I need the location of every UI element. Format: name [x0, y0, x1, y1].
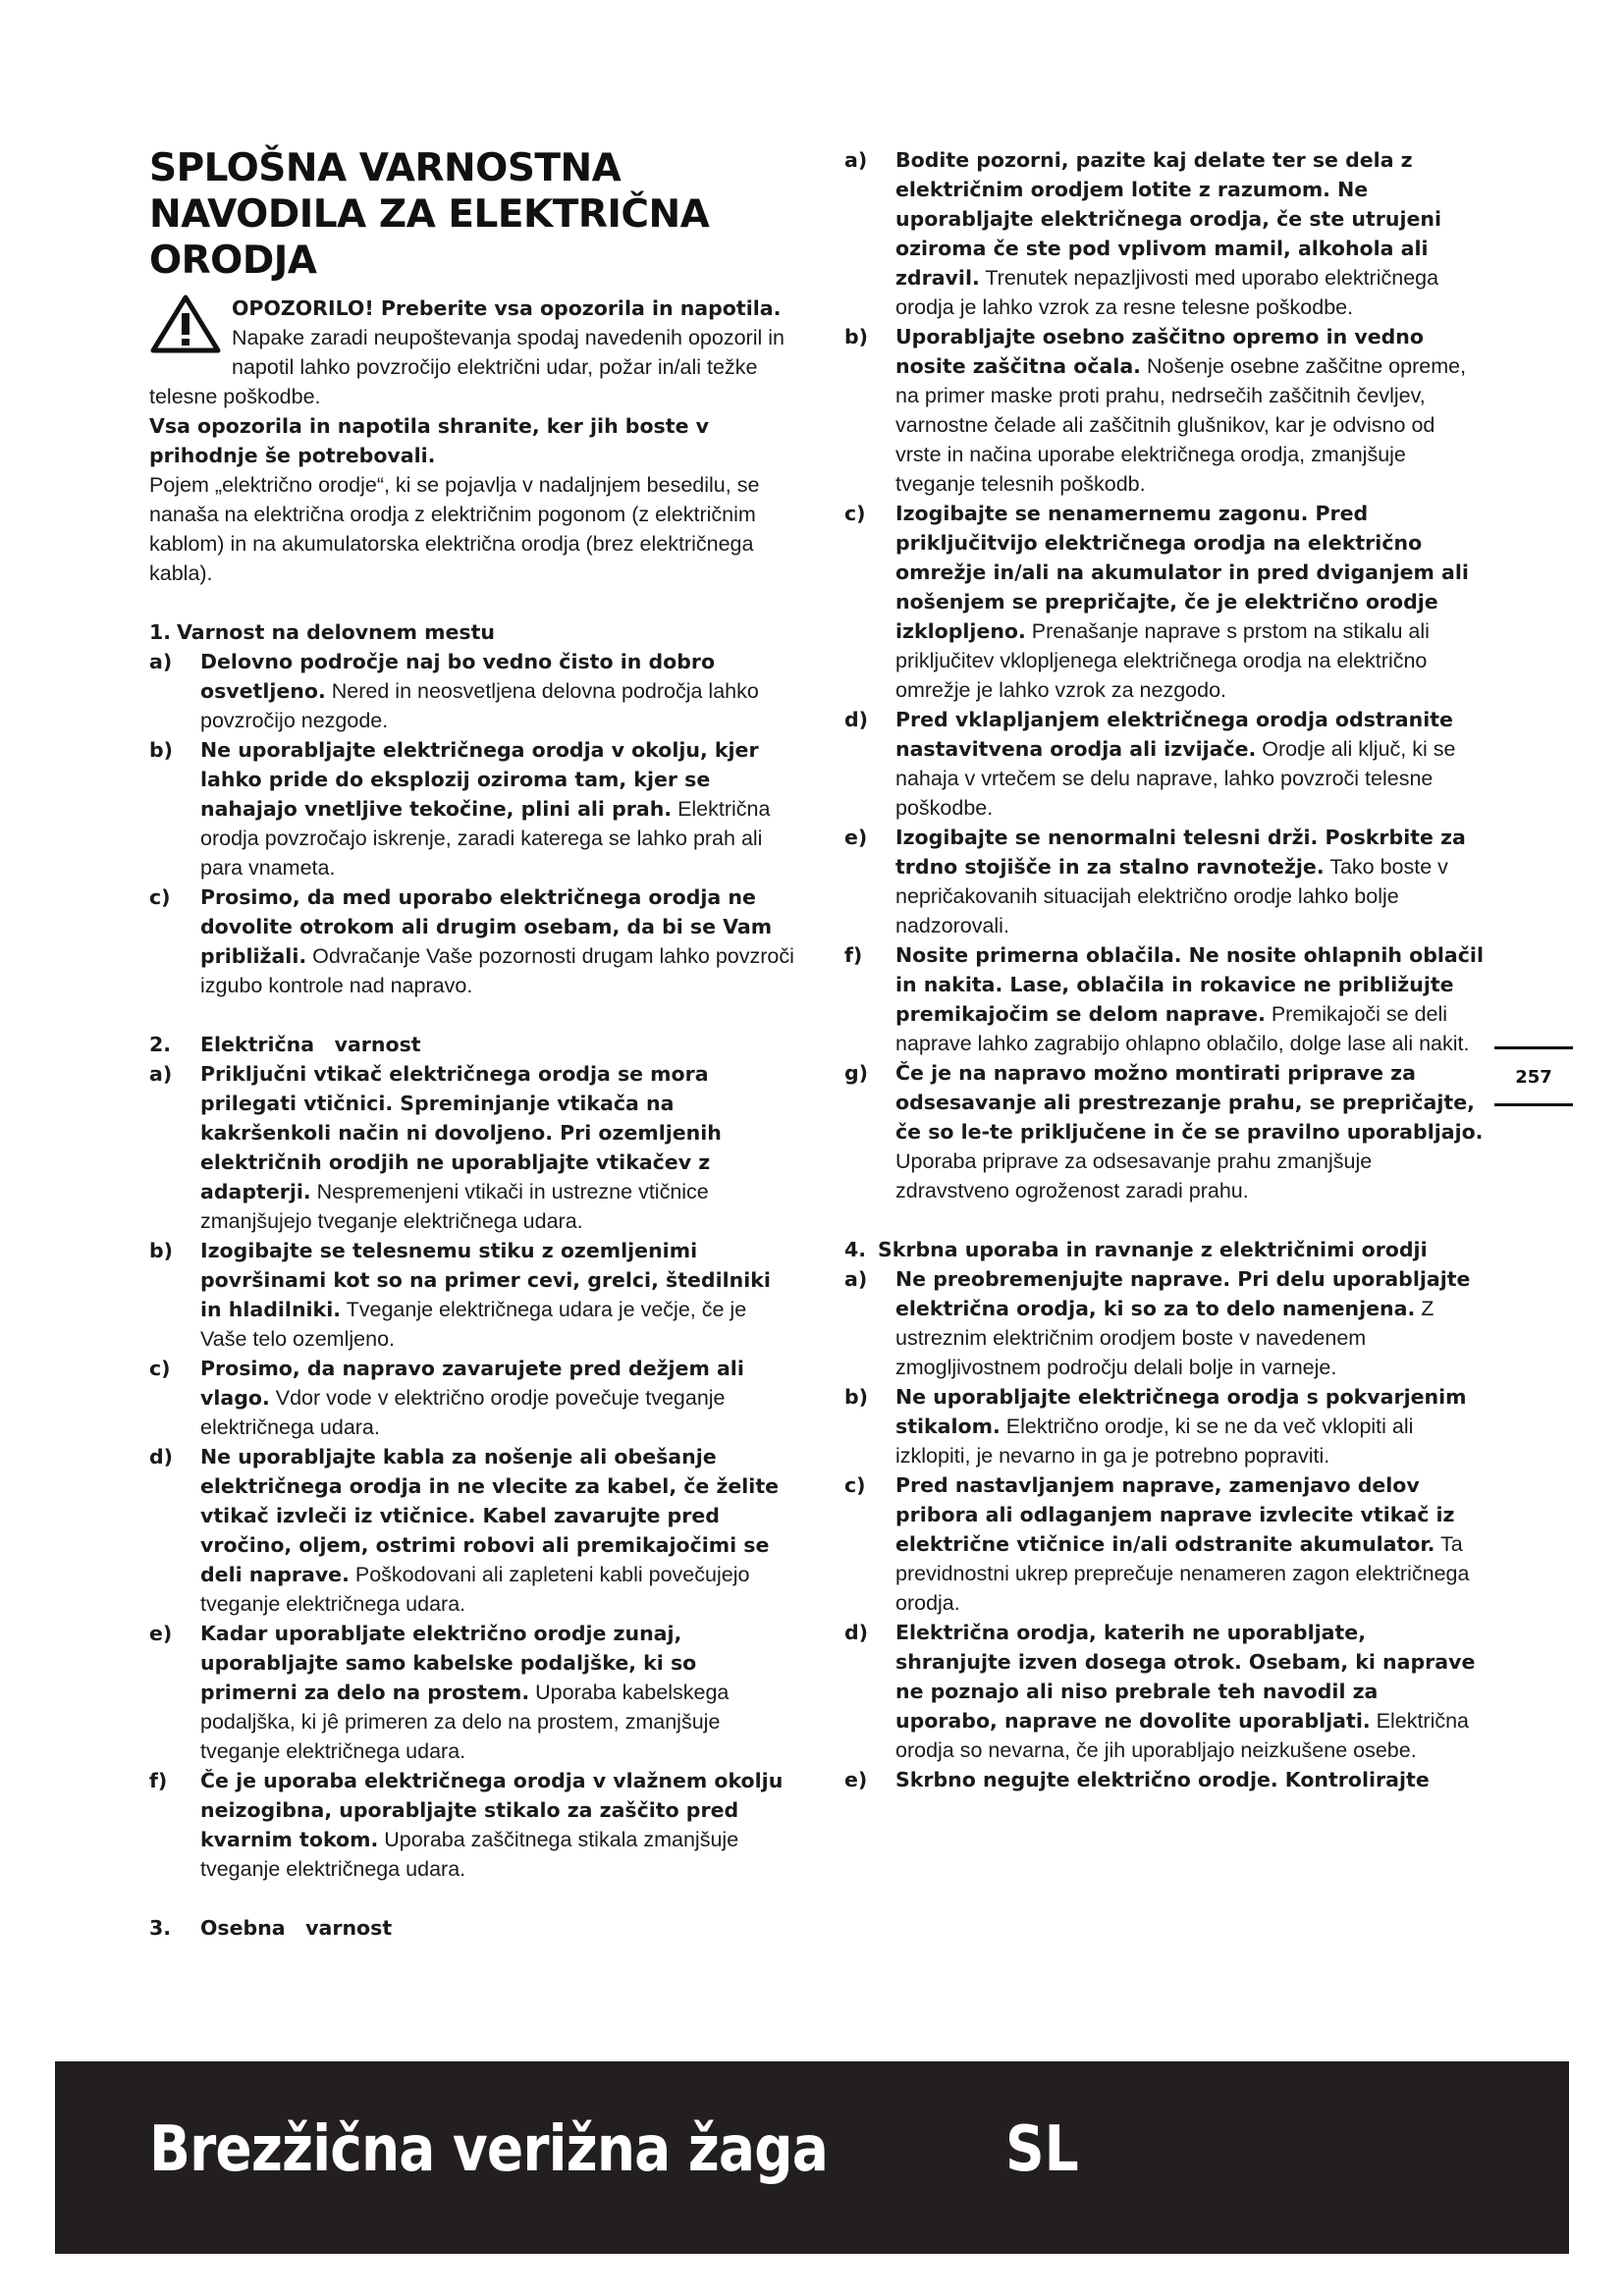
warning-block [149, 294, 797, 411]
item-text: Vdor vode v električno orodje povečuje tveganje električnega udara. [200, 1386, 726, 1439]
list-item [844, 1264, 1485, 1382]
section-2-items [149, 1059, 797, 1884]
item-text: Z ustreznim električnim orodjem boste v navedenem zmogljivostnem področju delali bolje in varneje. [895, 1297, 1435, 1379]
item-label: c) [844, 1473, 866, 1497]
item-text: Uporaba kabelskega podaljška, ki jê primeren za delo na prostem, zmanjšuje tveganje električnega udara. [200, 1681, 730, 1763]
list-item [844, 1470, 1485, 1618]
item-label: g) [844, 1061, 869, 1085]
item-text: Uporaba priprave za odsesavanje prahu zmanjšuje zdravstveno ogroženost zaradi prahu. [895, 1149, 1373, 1202]
section-heading-2 [149, 1030, 797, 1059]
item-bold-text: Ne preobremenjujte naprave. Pri delu uporabljajte električna orodja, ki so za to delo namenjena. [895, 1267, 1471, 1320]
item-label: b) [844, 1385, 869, 1409]
item-label: d) [844, 1621, 869, 1644]
rule-bottom [1494, 1103, 1573, 1106]
warning-triangle-icon [149, 294, 222, 354]
section-number: 4. [844, 1238, 867, 1261]
item-label: e) [149, 1622, 173, 1645]
section-heading-1 [149, 617, 797, 647]
item-text: Odvračanje Vaše pozornosti drugam lahko povzroči izgubo kontrole nad napravo. [200, 944, 794, 997]
item-text: Trenutek nepazljivosti med uporabo električnega orodja je lahko vzrok za resne telesne poškodbe. [895, 266, 1439, 319]
item-text: Električna orodja povzročajo iskrenje, zaradi katerega se lahko prah ali para vnameta. [200, 797, 771, 880]
item-bold-text: Ne uporabljajte električnega orodja s pokvarjenim stikalom. [895, 1385, 1467, 1438]
item-bold-text: Uporabljajte osebno zaščitno opremo in vedno nosite zaščitna očala. [895, 325, 1424, 378]
keep-note: Vsa opozorila in napotila shranite, ker jih boste v prihodnje še potrebovali. [149, 414, 709, 467]
item-text: Tveganje električnega udara je večje, če je Vaše telo ozemljeno. [200, 1298, 747, 1351]
list-item [149, 1619, 797, 1766]
item-bold-text: Skrbno negujte električno orodje. Kontrolirajte [895, 1768, 1430, 1791]
item-label: e) [844, 826, 868, 849]
list-item [844, 940, 1485, 1058]
list-item [844, 145, 1485, 322]
item-label: d) [149, 1445, 174, 1468]
section-1-items [149, 647, 797, 1000]
item-text: Uporaba zaščitnega stikala zmanjšuje tveganje električnega udara. [200, 1828, 739, 1881]
page-number-marker [1494, 1046, 1573, 1106]
list-item [149, 1442, 797, 1619]
warning-text: Napake zaradi neupoštevanja spodaj navedenih opozoril in napotil lahko povzročijo električni udar, požar in/ali težke telesne poškodbe. [149, 326, 785, 408]
section-heading-4 [844, 1235, 1485, 1264]
item-bold-text: Pred nastavljanjem naprave, zamenjavo delov pribora ali odlaganjem naprave izvlecite vtikač iz električne vtičnice in/ali odstranite akumulator. [895, 1473, 1455, 1556]
item-text: Ta previdnostni ukrep preprečuje nenameren zagon električnega orodja. [895, 1532, 1470, 1615]
list-item [149, 1354, 797, 1442]
section-4-items [844, 1264, 1485, 1794]
item-bold-text: Bodite pozorni, pazite kaj delate ter se dela z električnim orodjem lotite z razumom. Ne uporabljajte električnega orodja, če ste utrujeni oziroma če ste pod vplivom mamil, alkohola ali zdravil. [895, 148, 1442, 290]
list-item [149, 735, 797, 882]
footer-title: Brezžična verižna žaga [149, 2113, 829, 2186]
item-label: e) [844, 1768, 868, 1791]
list-item [844, 1058, 1485, 1205]
item-text: Poškodovani ali zapleteni kabli povečujejo tveganje električnega udara. [200, 1563, 750, 1616]
footer-band [55, 2061, 1569, 2254]
item-bold-text: Električna orodja, katerih ne uporabljate, shranjujte izven dosega otrok. Osebam, ki naprave ne poznajo ali niso prebrale teh navodil za uporabo, naprave ne dovolite uporabljati. [895, 1621, 1476, 1733]
item-label: c) [149, 885, 171, 909]
list-item [844, 322, 1485, 499]
list-item [149, 1059, 797, 1236]
list-item [149, 647, 797, 735]
item-label: b) [149, 1239, 174, 1262]
item-label: a) [844, 148, 868, 172]
item-bold-text: Izogibajte se nenormalni telesni drži. Poskrbite za trdno stojišče in za stalno ravnotežje. [895, 826, 1466, 879]
list-item [149, 882, 797, 1000]
section-title: Varnost na delovnem mestu [177, 620, 495, 644]
item-bold-text: Izogibajte se nenamernemu zagonu. Pred priključitvijo električnega orodja na električno omrežje in/ali na akumulator in pred dviganjem ali nošenjem se prepričajte, če je električno orodje izklopljeno. [895, 502, 1469, 643]
item-bold-text: Delovno področje naj bo vedno čisto in dobro osvetljeno. [200, 650, 716, 703]
page-number: 257 [1515, 1067, 1552, 1088]
item-label: a) [149, 650, 173, 673]
item-bold-text: Če je uporaba električnega orodja v vlažnem okolju neizogibna, uporabljajte stikalo za zaščito pred kvarnim tokom. [200, 1769, 784, 1851]
section-title: Električna varnost [200, 1033, 421, 1056]
left-column [149, 145, 797, 1943]
item-text: Premikajoči se deli naprave lahko zagrabijo ohlapno oblačilo, dolge lase ali nakit. [895, 1002, 1470, 1055]
item-text: Prenašanje naprave s prstom na stikalu ali priključitev vklopljenega električnega orodja na električno omrežje je lahko vzrok za nezgodo. [895, 619, 1430, 702]
item-bold-text: Pred vklapljanjem električnega orodja odstranite nastavitvena orodja ali izvijače. [895, 708, 1453, 761]
list-item [844, 823, 1485, 940]
item-text: Električna orodja so nevarna, če jih uporabljajo neizkušene osebe. [895, 1709, 1470, 1762]
item-bold-text: Prosimo, da med uporabo električnega orodja ne dovolite otrokom ali drugim osebam, da bi se Vam približali. [200, 885, 773, 968]
list-item [844, 499, 1485, 705]
list-item [844, 1382, 1485, 1470]
list-item [149, 1766, 797, 1884]
item-text: Orodje ali ključ, ki se nahaja v vrtečem se delu naprave, lahko povzroči telesne poškodbe. [895, 737, 1456, 820]
item-text: Nespremenjeni vtikači in ustrezne vtičnice zmanjšujejo tveganje električnega udara. [200, 1180, 709, 1233]
section-title: Skrbna uporaba in ravnanje z električnimi orodji [878, 1238, 1428, 1261]
item-bold-text: Ne uporabljajte kabla za nošenje ali obešanje električnega orodja in ne vlecite za kabel, če želite vtikač izvleči iz vtičnice. Kabel zavarujte pred vročino, oljem, ostrimi robovi ali premikajočimi se deli naprave. [200, 1445, 780, 1586]
item-text: Nered in neosvetljena delovna področja lahko povzročijo nezgode. [200, 679, 759, 732]
item-label: f) [149, 1769, 168, 1792]
list-item [844, 1618, 1485, 1765]
item-bold-text: Prosimo, da napravo zavarujete pred dežjem ali vlago. [200, 1357, 744, 1410]
section-heading-3 [149, 1913, 797, 1943]
footer-language-code: SL [1005, 2113, 1079, 2186]
section-title: Osebna varnost [200, 1916, 393, 1940]
list-item [149, 1236, 797, 1354]
item-label: b) [149, 738, 174, 762]
list-item [844, 705, 1485, 823]
warning-bold: OPOZORILO! Preberite vsa opozorila in napotila. [232, 296, 782, 320]
item-label: d) [844, 708, 869, 731]
item-text: Nošenje osebne zaščitne opreme, na primer maske proti prahu, nedrsečih zaščitnih čevljev, varnostne čelade ali zaščitnih glušnikov, kar je odvisno od vrste in načina uporabe električnega orodja, zmanjšuje tveganje telesnih poškodb. [895, 354, 1467, 496]
page-title: SPLOŠNA VARNOSTNA NAVODILA ZA ELEKTRIČNA ORODJA [149, 146, 710, 283]
item-bold-text: Izogibajte se telesnemu stiku z ozemljenimi površinami kot so na primer cevi, grelci, štedilniki in hladilniki. [200, 1239, 771, 1321]
right-column [844, 145, 1485, 1794]
section-number: 2. [149, 1033, 172, 1056]
item-bold-text: Priključni vtikač električnega orodja se mora prilegati vtičnici. Spreminjanje vtikača na kakršenkoli način ni dovoljeno. Pri ozemljenih električnih orodjih ne uporabljajte vtikačev z adapterji. [200, 1062, 722, 1203]
section-3-items [844, 145, 1485, 1205]
item-label: a) [149, 1062, 173, 1086]
item-text: Električno orodje, ki se ne da več vklopiti ali izklopiti, je nevarno in ga je potrebno popraviti. [895, 1415, 1414, 1468]
section-number: 3. [149, 1916, 172, 1940]
item-label: c) [844, 502, 866, 525]
item-label: a) [844, 1267, 868, 1291]
item-text: Tako boste v nepričakovanih situacijah električno orodje lahko bolje nadzorovali. [895, 855, 1448, 937]
list-item [844, 1765, 1485, 1794]
definition-text: Pojem „električno orodje“, ki se pojavlja v nadaljnjem besedilu, se nanaša na električna orodja z električnim pogonom (z električnim kablom) in na akumulatorska električna orodja (brez električnega kabla). [149, 473, 760, 585]
section-number: 1. [149, 620, 172, 644]
item-bold-text: Ne uporabljajte električnega orodja v okolju, kjer lahko pride do eksplozij oziroma tam, kjer se nahajajo vnetljive tekočine, plini ali prah. [200, 738, 759, 821]
item-label: b) [844, 325, 869, 348]
item-label: f) [844, 943, 863, 967]
item-bold-text: Če je na napravo možno montirati priprave za odsesavanje ali prestrezanje prahu, se prepričajte, če so le-te priključene in če se pravilno uporabljajo. [895, 1061, 1484, 1144]
item-bold-text: Kadar uporabljate električno orodje zunaj, uporabljajte samo kabelske podaljške, ki so primerni za delo na prostem. [200, 1622, 697, 1704]
item-label: c) [149, 1357, 171, 1380]
item-bold-text: Nosite primerna oblačila. Ne nosite ohlapnih oblačil in nakita. Lase, oblačila in rokavice ne približujte premikajočim se delom naprave. [895, 943, 1484, 1026]
